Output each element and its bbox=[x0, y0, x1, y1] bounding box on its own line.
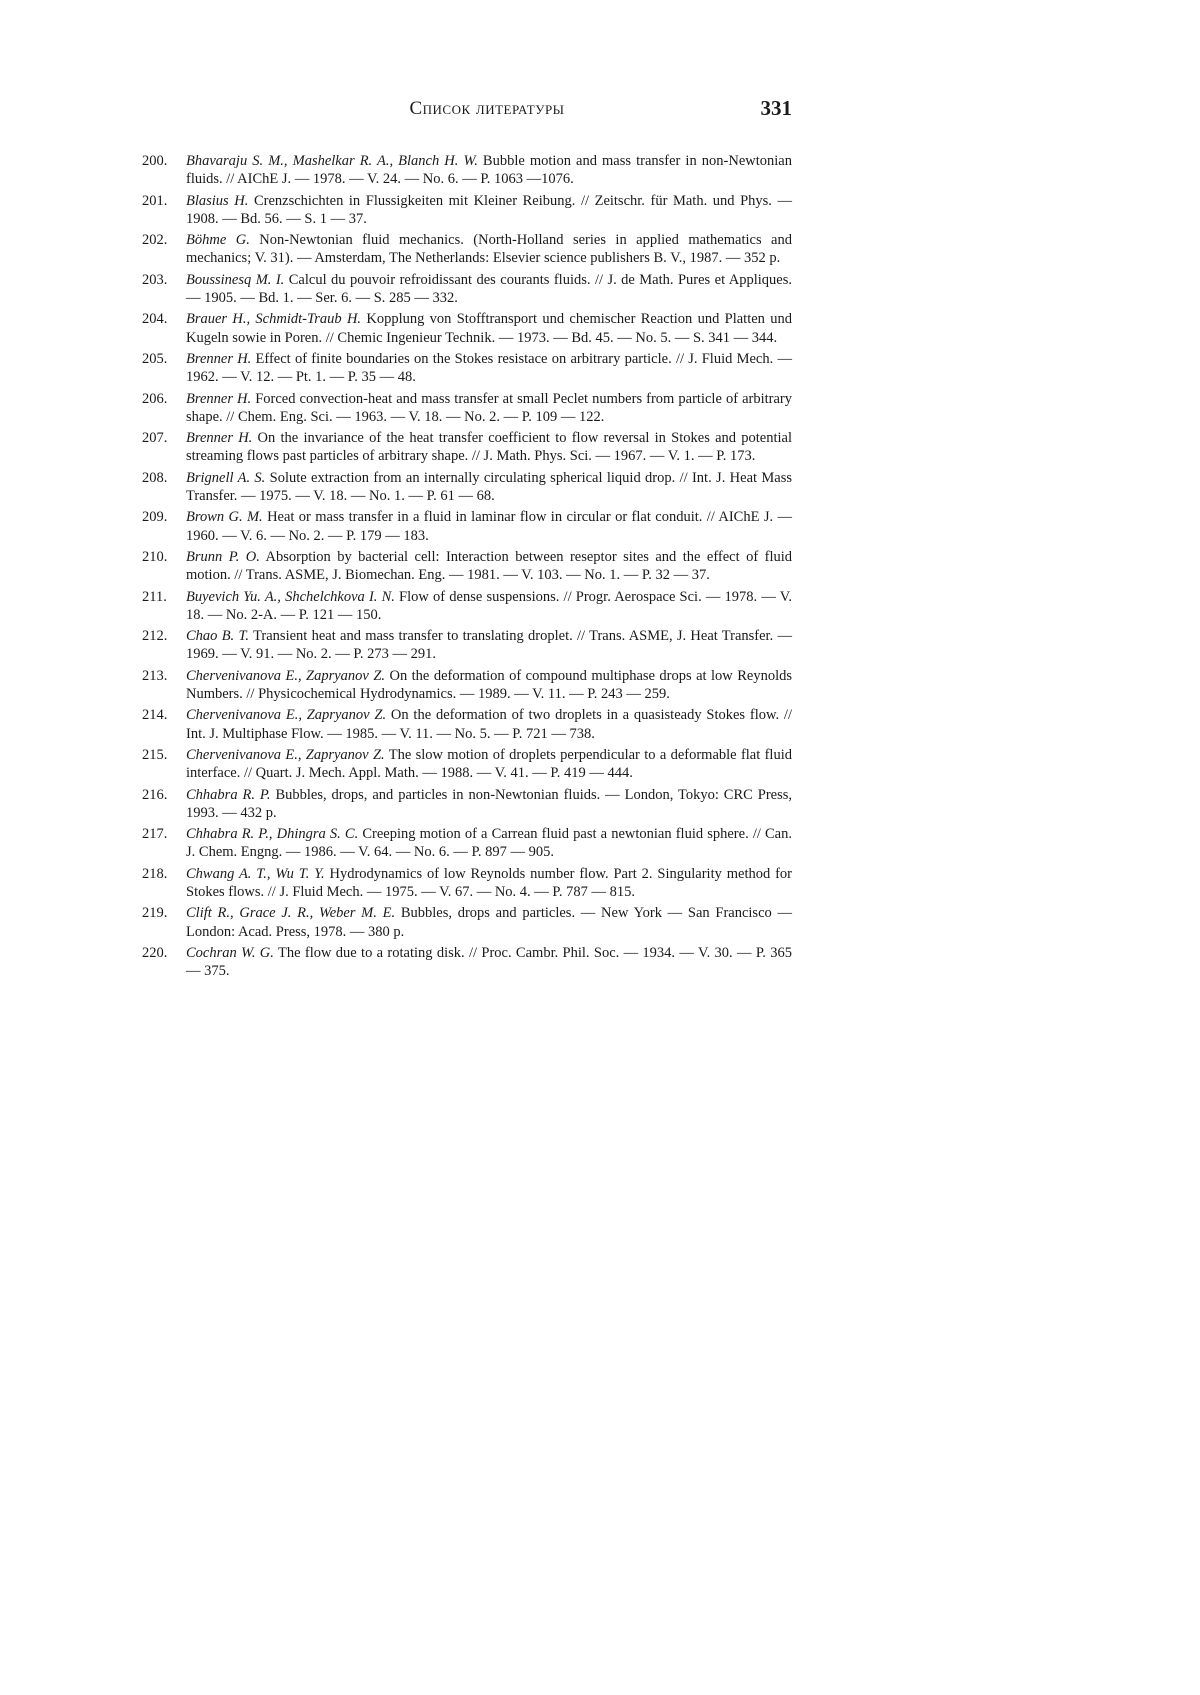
reference-entry bbox=[142, 469, 792, 506]
reference-number: 220. bbox=[142, 944, 168, 961]
reference-entry bbox=[142, 825, 792, 862]
reference-number: 201. bbox=[142, 192, 168, 209]
reference-number: 219. bbox=[142, 905, 168, 922]
reference-number: 200. bbox=[142, 153, 168, 169]
reference-entry bbox=[142, 627, 792, 664]
reference-text: Hydrodynamics of low Reynolds number flow. Part 2. Singularity method for Stokes flows. // J. Fluid Mech. — 1975. — V. 67. — No. 4. — P. 787 — 815. bbox=[186, 865, 792, 900]
reference-text: Effect of finite boundaries on the Stokes resistace on arbitrary particle. // J. Fluid Mech. — 1962. — V. 12. — Pt. 1. — P. 35 — 48. bbox=[186, 350, 792, 386]
reference-authors: Clift R., Grace J. R., Weber M. E. bbox=[186, 905, 396, 922]
reference-text: Bubbles, drops, and particles in non-Newtonian fluids. — London, Tokyo: CRC Press, 1993. — 432 p. bbox=[186, 786, 792, 821]
reference-text: The slow motion of droplets perpendicular to a deformable flat fluid interface. // Quart. J. Mech. Appl. Math. — 1988. — V. 41. — P. 419 — 444. bbox=[186, 746, 792, 782]
reference-text: Absorption by bacterial cell: Interaction between reseptor sites and the effect of fluid motion. // Trans. ASME, J. Biomechan. Eng. — 1981. — V. 103. — No. 1. — P. 32 — 37. bbox=[186, 548, 792, 584]
reference-text: Heat or mass transfer in a fluid in laminar flow in circular or flat conduit. // AIChE J. — 1960. — V. 6. — No. 2. — P. 179 — 183. bbox=[186, 509, 792, 544]
reference-text: Creeping motion of a Carrean fluid past a newtonian fluid sphere. // Can. J. Chem. Engng. — 1986. — V. 64. — No. 6. — P. 897 — 905. bbox=[186, 826, 792, 861]
reference-text: Non-Newtonian fluid mechanics. (North-Holland series in applied mathematics and mechanics; V. 31). — Amsterdam, The Netherlands: Elsevier science publishers B. V., 1987. — 352 p. bbox=[186, 232, 792, 267]
reference-text: Bubbles, drops and particles. — New York — San Francisco — London: Acad. Press, 1978. — 380 p. bbox=[186, 905, 792, 940]
reference-authors: Brenner H. bbox=[186, 430, 253, 447]
reference-entry bbox=[142, 390, 792, 427]
reference-entry bbox=[142, 231, 792, 268]
reference-authors: Brauer H., Schmidt-Traub H. bbox=[186, 311, 362, 328]
reference-text: On the deformation of compound multiphase drops at low Reynolds Numbers. // Physicochemical Hydrodynamics. — 1989. — V. 11. — P. 243 — 259. bbox=[186, 667, 792, 703]
reference-authors: Boussinesq M. I. bbox=[186, 271, 285, 288]
reference-entry bbox=[142, 192, 792, 229]
reference-number: 202. bbox=[142, 232, 168, 249]
reference-authors: Brown G. M. bbox=[186, 509, 263, 526]
reference-number: 217. bbox=[142, 826, 168, 843]
reference-text: On the deformation of two droplets in a quasisteady Stokes flow. // Int. J. Multiphase Flow. — 1985. — V. 11. — No. 5. — P. 721 — 738. bbox=[186, 707, 792, 742]
reference-authors: Böhme G. bbox=[186, 232, 250, 249]
reference-entry bbox=[142, 706, 792, 743]
reference-authors: Chao B. T. bbox=[186, 628, 250, 645]
reference-authors: Cochran W. G. bbox=[186, 944, 274, 961]
reference-number: 212. bbox=[142, 628, 168, 645]
reference-text: On the invariance of the heat transfer coefficient to flow reversal in Stokes and potential streaming flows past particles of arbitrary shape. // J. Math. Phys. Sci. — 1967. — V. 1. — P. 173. bbox=[186, 430, 792, 465]
running-title: Список литературы bbox=[409, 98, 565, 119]
reference-authors: Chhabra R. P., Dhingra S. C. bbox=[186, 826, 359, 843]
reference-entry bbox=[142, 904, 792, 941]
reference-number: 218. bbox=[142, 865, 168, 882]
reference-entry bbox=[142, 746, 792, 783]
reference-text: Kopplung von Stofftransport und chemischer Reaction und Platten und Kugeln sowie in Poren. // Chemic Ingenieur Technik. — 1973. — Bd. 45. — No. 5. — S. 341 — 344. bbox=[186, 311, 792, 346]
reference-entry bbox=[142, 508, 792, 545]
reference-number: 210. bbox=[142, 548, 168, 565]
reference-text: Crenzschichten in Flussigkeiten mit Kleiner Reibung. // Zeitschr. für Math. und Phys. — 1908. — Bd. 56. — S. 1 — 37. bbox=[186, 192, 792, 227]
reference-authors: Chervenivanova E., Zapryanov Z. bbox=[186, 746, 385, 763]
reference-entry bbox=[142, 310, 792, 347]
reference-authors: Brenner H. bbox=[186, 350, 252, 367]
reference-entry bbox=[142, 588, 792, 625]
reference-entry bbox=[142, 429, 792, 466]
reference-authors: Brenner H. bbox=[186, 390, 252, 407]
reference-entry bbox=[142, 548, 792, 585]
reference-text: Flow of dense suspensions. // Progr. Aerospace Sci. — 1978. — V. 18. — No. 2-A. — P. 121 — 150. bbox=[186, 588, 792, 623]
reference-authors: Chervenivanova E., Zapryanov Z. bbox=[186, 707, 387, 724]
reference-authors: Buyevich Yu. A., Shchelchkova I. N. bbox=[186, 588, 395, 605]
reference-entry bbox=[142, 667, 792, 704]
reference-number: 205. bbox=[142, 350, 168, 367]
reference-number: 204. bbox=[142, 311, 168, 328]
reference-authors: Chervenivanova E., Zapryanov Z. bbox=[186, 667, 386, 684]
reference-entry bbox=[142, 944, 792, 981]
reference-text: Bubble motion and mass transfer in non-Newtonian fluids. // AIChE J. — 1978. — V. 24. — No. 6. — P. 1063 —1076. bbox=[186, 153, 792, 188]
reference-entry bbox=[142, 271, 792, 308]
reference-number: 203. bbox=[142, 271, 168, 288]
reference-number: 209. bbox=[142, 509, 168, 526]
reference-list bbox=[142, 152, 792, 983]
reference-number: 211. bbox=[142, 588, 167, 605]
reference-text: Transient heat and mass transfer to translating droplet. // Trans. ASME, J. Heat Transfer. — 1969. — V. 91. — No. 2. — P. 273 — 291. bbox=[186, 628, 792, 663]
reference-entry bbox=[142, 152, 792, 189]
reference-authors: Brignell A. S. bbox=[186, 469, 266, 486]
reference-text: Solute extraction from an internally circulating spherical liquid drop. // Int. J. Heat Mass Transfer. — 1975. — V. 18. — No. 1. — P. 61 — 68. bbox=[186, 469, 792, 505]
reference-number: 213. bbox=[142, 667, 168, 684]
reference-number: 207. bbox=[142, 430, 168, 447]
reference-text: The flow due to a rotating disk. // Proc. Cambr. Phil. Soc. — 1934. — V. 30. — P. 365 — 375. bbox=[186, 944, 792, 980]
reference-number: 206. bbox=[142, 390, 168, 407]
reference-number: 214. bbox=[142, 707, 168, 724]
reference-entry bbox=[142, 350, 792, 387]
reference-entry bbox=[142, 786, 792, 823]
reference-authors: Brunn P. O. bbox=[186, 548, 260, 565]
reference-authors: Chwang A. T., Wu T. Y. bbox=[186, 865, 325, 882]
reference-entry bbox=[142, 865, 792, 902]
reference-number: 208. bbox=[142, 469, 168, 486]
reference-text: Calcul du pouvoir refroidissant des courants fluids. // J. de Math. Pures et Appliques. — 1905. — Bd. 1. — Ser. 6. — S. 285 — 332. bbox=[186, 271, 792, 307]
page-header bbox=[182, 98, 792, 128]
reference-authors: Blasius H. bbox=[186, 192, 249, 209]
reference-authors: Chhabra R. P. bbox=[186, 786, 271, 803]
reference-number: 216. bbox=[142, 786, 168, 803]
page-number: 331 bbox=[760, 96, 792, 120]
reference-text: Forced convection-heat and mass transfer at small Peclet numbers from particle of arbitrary shape. // Chem. Eng. Sci. — 1963. — V. 18. — No. 2. — P. 109 — 122. bbox=[186, 390, 793, 425]
reference-number: 215. bbox=[142, 746, 168, 763]
reference-authors: Bhavaraju S. M., Mashelkar R. A., Blanch H. W. bbox=[186, 153, 478, 169]
